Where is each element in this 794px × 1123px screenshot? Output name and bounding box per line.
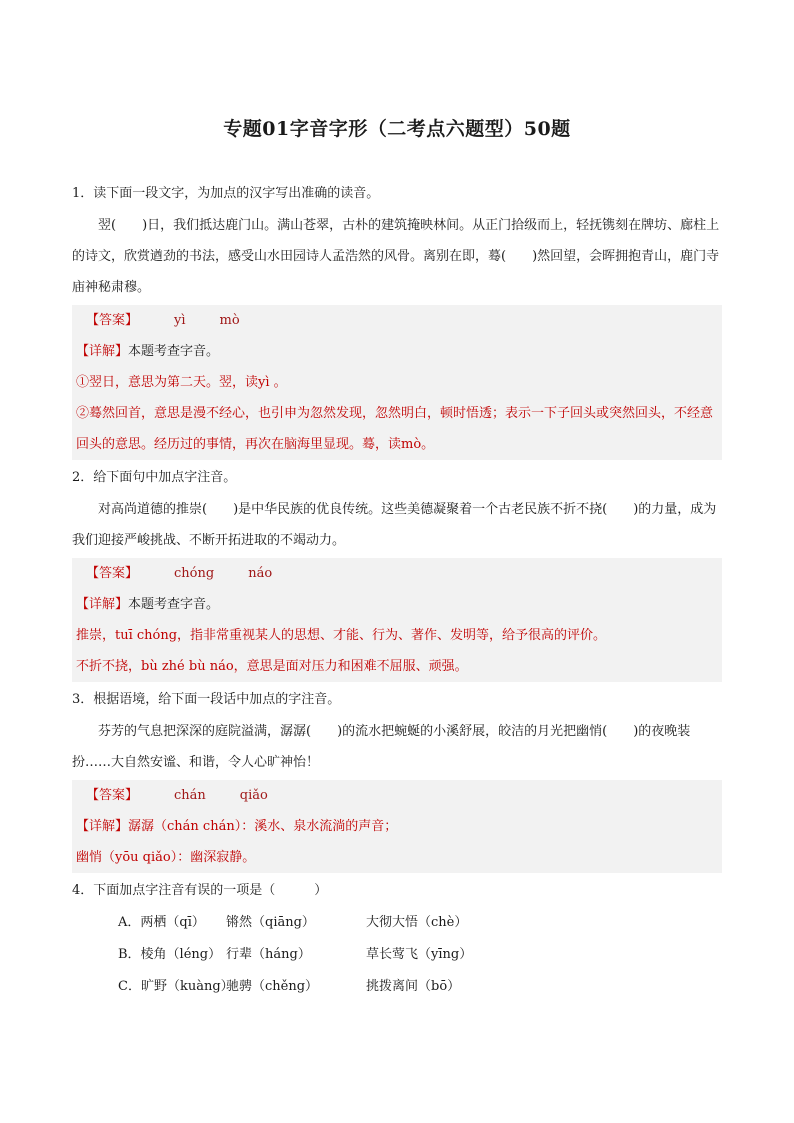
answer-label: 【答案】 <box>86 788 139 803</box>
option-item: 草长莺飞（yīng） <box>366 947 473 962</box>
detail-explanation: ①翌日，意思为第二天。翌，读yì 。 <box>76 375 287 390</box>
detail-line <box>72 336 722 367</box>
option-c <box>72 971 722 1003</box>
question-2-stem: 2．给下面句中加点字注音。 <box>72 470 237 485</box>
answer-pinyin: chóng <box>174 566 215 581</box>
detail-text: 本题考查字音。 <box>128 597 220 612</box>
option-item: B．棱角（léng） <box>118 947 222 962</box>
detail-text: 潺潺（chán chán）：溪水、泉水流淌的声音； <box>128 819 398 834</box>
detail-explanation: 幽悄（yōu qiǎo）：幽深寂静。 <box>76 850 256 865</box>
answer-pinyin: mò <box>219 313 240 328</box>
page-title: 专题01字音字形（二考点六题型）50题 <box>223 118 571 140</box>
answer-pinyin: yì <box>174 313 186 328</box>
answer-line <box>72 305 722 336</box>
answer-pinyin: qiǎo <box>239 788 268 803</box>
answer-line <box>72 780 722 811</box>
answer-pinyin: chán <box>174 788 206 803</box>
answer-label: 【答案】 <box>86 313 139 328</box>
question-1-stem: 1．读下面一段文字，为加点的汉字写出准确的读音。 <box>72 186 380 201</box>
option-item: 行辈（háng） <box>226 947 311 962</box>
option-a <box>72 907 722 939</box>
option-b <box>72 939 722 971</box>
option-item: 挑拨离间（bō） <box>366 979 461 994</box>
option-item: 大彻大悟（chè） <box>366 915 468 930</box>
detail-label: 【详解】 <box>76 597 129 612</box>
document-body <box>72 178 722 1003</box>
option-item: A．两栖（qī） <box>118 915 205 930</box>
detail-label: 【详解】 <box>76 344 129 359</box>
answer-line <box>72 558 722 589</box>
option-item: 锵然（qiāng） <box>226 915 315 930</box>
detail-explanation: ②蓦然回首，意思是漫不经心，也引申为忽然发现，忽然明白，顿时悟透；表示一下子回头或突然回头，不经意回头的意思。经历过的事情，再次在脑海里显现。蓦，读mò。 <box>76 406 714 452</box>
question-3-passage: 芬芳的气息把深深的庭院溢满，潺潺( )的流水把蜿蜒的小溪舒展，皎洁的月光把幽悄( )的夜晚装扮……大自然安谧、和谐，令人心旷神怡！ <box>72 724 691 770</box>
detail-line <box>72 811 722 842</box>
question-3-stem: 3．根据语境，给下面一段话中加点的字注音。 <box>72 692 341 707</box>
question-2-passage: 对高尚道德的推崇( )是中华民族的优良传统。这些美德凝聚着一个古老民族不折不挠( )的力量，成为我们迎接严峻挑战、不断开拓进取的不竭动力。 <box>72 502 717 548</box>
detail-text: 本题考查字音。 <box>128 344 220 359</box>
answer-label: 【答案】 <box>86 566 139 581</box>
answer-pinyin: náo <box>248 566 273 581</box>
option-item: 驰骋（chěng） <box>226 979 319 994</box>
option-item: C．旷野（kuàng） <box>118 979 234 994</box>
question-3-answer-box <box>72 780 722 873</box>
question-4-stem: 4．下面加点字注音有误的一项是（ ） <box>72 883 328 898</box>
question-1-answer-box <box>72 305 722 460</box>
detail-explanation: 不折不挠，bù zhé bù náo，意思是面对压力和困难不屈服、顽强。 <box>76 659 468 674</box>
detail-explanation: 推崇，tuī chóng，指非常重视某人的思想、才能、行为、著作、发明等，给予很高的评价。 <box>76 628 607 643</box>
detail-label: 【详解】 <box>76 819 129 834</box>
question-1-passage: 翌( )日，我们抵达鹿门山。满山苍翠，古朴的建筑掩映林间。从正门拾级而上，轻抚镌刻在牌坊、廊柱上的诗文，欣赏遒劲的书法，感受山水田园诗人孟浩然的风骨。离别在即，蓦( )然回望，会晖拥抱青山，鹿门寺庙神秘肃穆。 <box>72 218 720 295</box>
detail-line <box>72 589 722 620</box>
question-2-answer-box <box>72 558 722 682</box>
